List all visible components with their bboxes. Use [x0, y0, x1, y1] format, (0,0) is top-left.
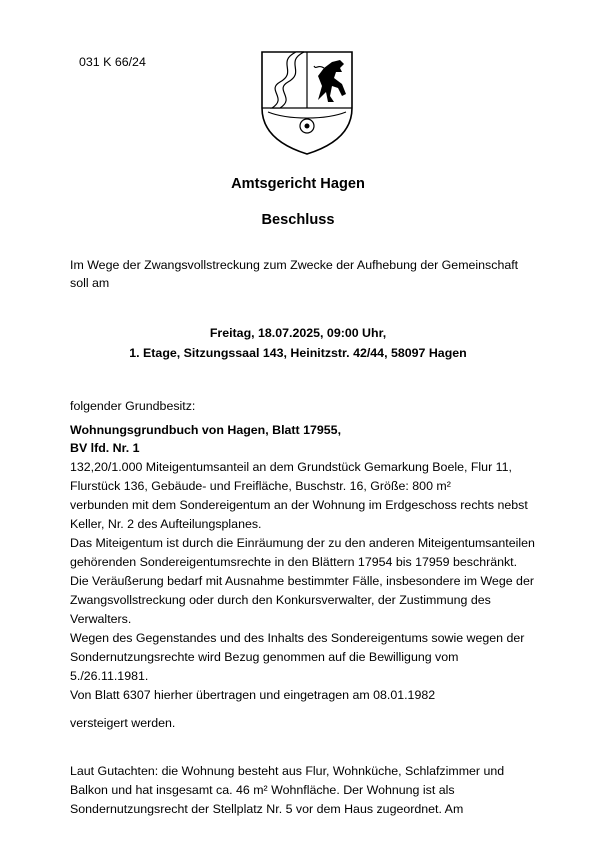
property-line: Von Blatt 6307 hierher übertragen und eingetragen am 08.01.1982 [70, 688, 436, 702]
coat-of-arms-icon [258, 46, 356, 158]
property-line: Die Veräußerung bedarf mit Ausnahme bestimmter Fälle, insbesondere im Wege der [70, 574, 534, 588]
property-line: verbunden mit dem Sondereigentum an der Wohnung im Erdgeschoss rechts nebst [70, 498, 528, 512]
property-line: gehörenden Sondereigentumsrechte in den Blättern 17954 bis 17959 beschränkt. [70, 555, 518, 569]
auction-location: 1. Etage, Sitzungssaal 143, Heinitzstr. 42/44, 58097 Hagen [129, 346, 467, 360]
auction-statement: versteigert werden. [70, 716, 176, 730]
document-type: Beschluss [261, 212, 335, 228]
court-name: Amtsgericht Hagen [231, 176, 365, 192]
property-line: Sondernutzungsrechte wird Bezug genommen auf die Bewilligung vom [70, 650, 459, 664]
property-subheading: BV lfd. Nr. 1 [70, 441, 140, 455]
appraisal-line: Laut Gutachten: die Wohnung besteht aus Flur, Wohnküche, Schlafzimmer und [70, 764, 505, 778]
case-number: 031 K 66/24 [79, 55, 146, 69]
appraisal-line: Sondernutzungsrecht der Stellplatz Nr. 5 vor dem Haus zugeordnet. Am [70, 802, 464, 816]
auction-date: Freitag, 18.07.2025, 09:00 Uhr, [209, 326, 387, 340]
property-heading: Wohnungsgrundbuch von Hagen, Blatt 17955, [70, 423, 342, 437]
intro-line-2: soll am [70, 276, 110, 290]
property-line: Verwalters. [70, 612, 132, 626]
property-line: Flurstück 136, Gebäude- und Freifläche, Buschstr. 16, Größe: 800 m² [70, 479, 451, 493]
property-line: Keller, Nr. 2 des Aufteilungsplanes. [70, 517, 262, 531]
intro-line-1: Im Wege der Zwangsvollstreckung zum Zwecke der Aufhebung der Gemeinschaft [70, 258, 519, 272]
property-line: 132,20/1.000 Miteigentumsanteil an dem Grundstück Gemarkung Boele, Flur 11, [70, 460, 512, 474]
property-line: Wegen des Gegenstandes und des Inhalts des Sondereigentums sowie wegen der [70, 631, 525, 645]
property-line: Das Miteigentum ist durch die Einräumung der zu den anderen Miteigentumsanteilen [70, 536, 535, 550]
appraisal-line: Balkon und hat insgesamt ca. 46 m² Wohnfläche. Der Wohnung ist als [70, 783, 455, 797]
property-line: Zwangsvollstreckung oder durch den Konkursverwalter, der Zustimmung des [70, 593, 491, 607]
property-line: 5./26.11.1981. [70, 669, 149, 683]
property-intro: folgender Grundbesitz: [70, 399, 196, 413]
